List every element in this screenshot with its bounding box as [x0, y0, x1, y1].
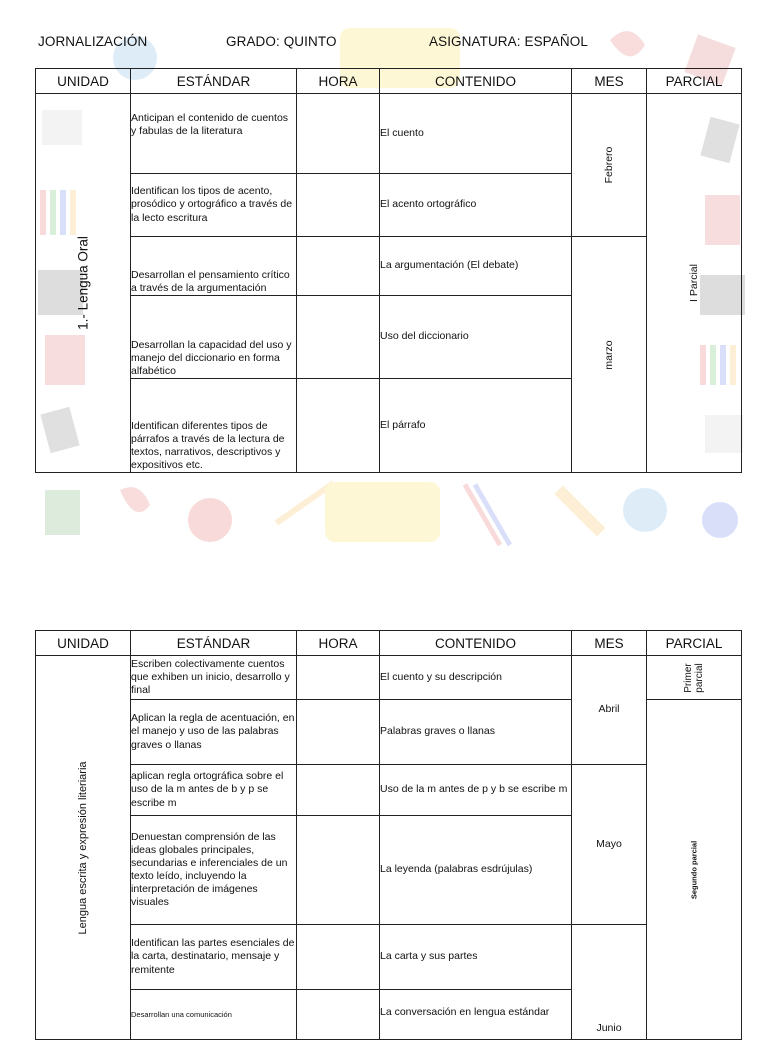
table-header-row — [36, 631, 742, 656]
unidad-label: 1.- Lengua Oral — [75, 236, 91, 330]
scissors-icon — [610, 31, 645, 56]
estandar-cell: Anticipan el contenido de cuentos y fabulas de la literatura — [131, 94, 297, 174]
contenido-cell: Palabras graves o llanas — [380, 700, 572, 765]
parcial-cell — [647, 700, 742, 1040]
hora-cell — [297, 925, 380, 990]
globe-icon-bottom — [623, 488, 667, 532]
unidad-cell — [36, 94, 131, 473]
ruler-icon — [555, 486, 606, 537]
pens-icon — [463, 483, 512, 546]
estandar-cell: Escriben colectivamente cuentos que exhiben un inicio, desarrollo y final — [131, 656, 297, 700]
column-header-estandar: ESTÁNDAR — [131, 631, 297, 656]
table-row — [36, 94, 742, 174]
paint-icon — [702, 502, 738, 538]
hora-cell — [297, 816, 380, 925]
hora-cell — [297, 296, 380, 379]
estandar-cell: Desarrollan una comunicación — [131, 990, 297, 1040]
column-header-mes: MES — [572, 631, 647, 656]
column-header-contenido: CONTENIDO — [380, 69, 572, 94]
contenido-cell: La leyenda (palabras esdrújulas) — [380, 816, 572, 925]
estandar-cell: Desarrollan el pensamiento crítico a través de la argumentación — [131, 237, 297, 296]
asignatura-label: ASIGNATURA: ESPAÑOL — [429, 34, 588, 49]
column-header-hora: HORA — [297, 631, 380, 656]
hora-cell — [297, 656, 380, 700]
estandar-cell: Aplican la regla de acentuación, en el manejo y uso de las palabras graves o llanas — [131, 700, 297, 765]
hora-cell — [297, 379, 380, 473]
column-header-hora: HORA — [297, 69, 380, 94]
estandar-cell: Identifican diferentes tipos de párrafos a través de la lectura de textos, narrativos, descriptivos y expositivos etc. — [131, 379, 297, 473]
unidad-cell — [36, 656, 131, 1040]
books-icon — [45, 490, 80, 535]
contenido-cell: La argumentación (El debate) — [380, 237, 572, 296]
pencil-icon — [275, 480, 336, 525]
parcial-label: Primer parcial — [683, 662, 705, 693]
planning-table-1 — [35, 68, 742, 473]
mes-cell — [572, 94, 647, 237]
estandar-cell: Identifican los tipos de acento, prosódico y ortográfico a través de la lecto escritura — [131, 174, 297, 237]
estandar-cell: Desarrollan la capacidad del uso y manejo del diccionario en forma alfabético — [131, 296, 297, 379]
parcial-label: Segundo parcial — [689, 840, 699, 899]
parcial-cell — [647, 94, 742, 473]
estandar-cell: Denuestan comprensión de las ideas globales principales, secundarias e inferenciales de un texto leído, incluyendo la interpretación de imágenes visuales — [131, 816, 297, 925]
column-header-unidad: UNIDAD — [36, 69, 131, 94]
parcial-label: I Parcial — [688, 264, 700, 302]
contenido-cell: La carta y sus partes — [380, 925, 572, 990]
mes-cell: Abril — [572, 656, 647, 765]
scissors-icon-bottom — [120, 487, 150, 512]
column-header-parcial: PARCIAL — [647, 69, 742, 94]
parcial-cell — [647, 656, 742, 700]
mes-cell — [572, 237, 647, 473]
table-row — [36, 656, 742, 700]
contenido-cell: El acento ortográfico — [380, 174, 572, 237]
hora-cell — [297, 174, 380, 237]
grado-label: GRADO: QUINTO — [226, 34, 337, 49]
column-header-mes: MES — [572, 69, 647, 94]
contenido-cell: La conversación en lengua estándar — [380, 990, 572, 1040]
contenido-cell: Uso del diccionario — [380, 296, 572, 379]
column-header-estandar: ESTÁNDAR — [131, 69, 297, 94]
estandar-cell: Identifican las partes esenciales de la carta, destinatario, mensaje y remitente — [131, 925, 297, 990]
month-label: Febrero — [603, 146, 615, 184]
estandar-cell: aplican regla ortográfica sobre el uso de la m antes de b y p se escribe m — [131, 765, 297, 816]
contenido-cell: El párrafo — [380, 379, 572, 473]
column-header-unidad: UNIDAD — [36, 631, 131, 656]
mes-cell: Junio — [572, 925, 647, 1040]
hora-cell — [297, 990, 380, 1040]
table-row — [36, 237, 742, 296]
hora-cell — [297, 94, 380, 174]
jornalizacion-title: JORNALIZACIÓN — [38, 34, 148, 49]
table-row — [36, 765, 742, 816]
table-row — [36, 925, 742, 990]
month-label: marzo — [603, 339, 615, 370]
column-header-contenido: CONTENIDO — [380, 631, 572, 656]
apple-icon — [188, 498, 232, 542]
table-header-row — [36, 69, 742, 94]
contenido-cell: El cuento — [380, 94, 572, 174]
contenido-cell: Uso de la m antes de p y b se escribe m — [380, 765, 572, 816]
hora-cell — [297, 700, 380, 765]
contenido-cell: El cuento y su descripción — [380, 656, 572, 700]
mes-cell: Mayo — [572, 765, 647, 925]
unidad-label: Lengua escrita y expresión literiaria — [77, 760, 89, 935]
hora-cell — [297, 765, 380, 816]
column-header-parcial: PARCIAL — [647, 631, 742, 656]
hora-cell — [297, 237, 380, 296]
planning-table-2 — [35, 630, 742, 1040]
school-bus-icon-bottom — [325, 482, 440, 542]
